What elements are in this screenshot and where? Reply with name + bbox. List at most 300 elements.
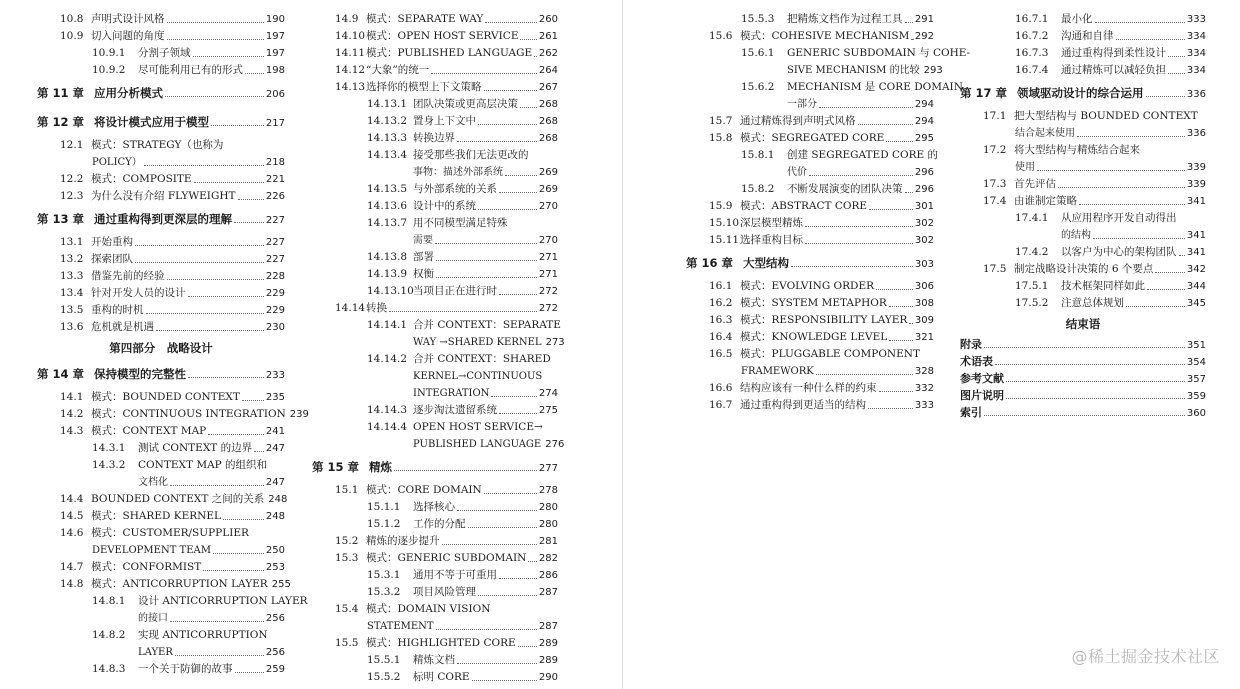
- dot-leader: [889, 306, 913, 307]
- toc-subsection-entry[interactable]: [312, 419, 558, 436]
- entry-title: 部署: [413, 251, 434, 263]
- toc-chapter-entry[interactable]: [960, 79, 1206, 108]
- toc-subsection-entry[interactable]: [312, 130, 558, 147]
- entry-number: 15.6.2: [741, 81, 775, 93]
- page-number: 260: [538, 14, 558, 25]
- toc-subsection-entry-continued[interactable]: [960, 227, 1206, 244]
- dot-leader: [484, 90, 537, 91]
- entry-number: 15.8.1: [741, 149, 775, 161]
- page-number: 274: [538, 388, 558, 399]
- page-number: 221: [265, 174, 285, 185]
- entry-title: 模式：PUBLISHED LANGUAGE: [366, 47, 533, 59]
- page-number: 233: [265, 370, 285, 381]
- entry-title: 图片说明: [960, 389, 1004, 402]
- toc-section-entry-continued[interactable]: [37, 154, 285, 171]
- toc-section-entry[interactable]: [686, 397, 934, 414]
- page-number: 262: [538, 48, 558, 59]
- entry-number: 13.6: [60, 321, 84, 333]
- toc-section-entry[interactable]: [686, 28, 934, 45]
- toc-subsection-entry[interactable]: [960, 62, 1206, 79]
- entry-title: 权衡: [413, 268, 434, 280]
- entry-title: 模式：COHESIVE MECHANISM: [740, 30, 910, 42]
- dot-leader: [484, 493, 537, 494]
- entry-title: 结束语: [1065, 317, 1101, 331]
- entry-number: 14.8.2: [92, 629, 126, 641]
- page-number: 290: [538, 672, 558, 683]
- entry-title: 用不同模型满足特殊: [413, 217, 508, 229]
- entry-number: 14.12: [335, 64, 366, 76]
- toc-section-entry[interactable]: [37, 559, 285, 576]
- entry-title: 模式：RESPONSIBILITY LAYER: [740, 314, 908, 326]
- page-number: 341: [1186, 230, 1206, 241]
- page-number: 333: [1186, 14, 1206, 25]
- toc-section-entry[interactable]: [312, 550, 558, 567]
- toc-section-entry[interactable]: [312, 62, 558, 79]
- toc-section-entry[interactable]: [37, 28, 285, 45]
- entry-title: 接受那些我们无法更改的: [413, 149, 529, 161]
- entry-number: 16.7.1: [1015, 13, 1049, 25]
- page-number: 302: [914, 235, 934, 246]
- entry-title: 测试 CONTEXT 的边界: [138, 442, 253, 454]
- toc-subsection-entry[interactable]: [960, 244, 1206, 261]
- toc-backmatter-entry[interactable]: [960, 353, 1206, 370]
- toc-section-entry[interactable]: [686, 312, 934, 329]
- entry-title: 针对开发人员的设计: [91, 287, 186, 299]
- entry-number: 12.1: [60, 139, 84, 151]
- page-number: 229: [265, 288, 285, 299]
- toc-subsection-entry[interactable]: [37, 627, 285, 644]
- page-number: 230: [265, 322, 285, 333]
- dot-leader: [135, 262, 264, 263]
- toc-subsection-entry[interactable]: [312, 669, 558, 686]
- page-number: 280: [538, 502, 558, 513]
- entry-number: 14.13.4: [367, 149, 408, 161]
- page-spread-divider: [622, 0, 623, 689]
- toc-subsection-entry[interactable]: [686, 147, 939, 164]
- toc-chapter-entry[interactable]: [37, 108, 285, 137]
- toc-section-entry[interactable]: [960, 176, 1206, 193]
- entry-title: 大型结构: [743, 256, 789, 270]
- page-number: 198: [265, 65, 285, 76]
- page-number: 334: [1186, 48, 1206, 59]
- toc-subsection-entry-continued[interactable]: [686, 96, 934, 113]
- toc-section-entry[interactable]: [960, 108, 1206, 125]
- entry-number: 15.1.1: [367, 501, 401, 513]
- toc-section-entry[interactable]: [37, 508, 285, 525]
- entry-title: “大象”的统一: [366, 64, 430, 76]
- toc-subsection-entry[interactable]: [312, 113, 558, 130]
- toc-section-entry[interactable]: [686, 295, 934, 312]
- toc-section-entry[interactable]: [37, 171, 285, 188]
- entry-number: 15.11: [709, 234, 740, 246]
- page-number: 302: [914, 218, 934, 229]
- toc-section-entry[interactable]: [312, 11, 558, 28]
- toc-subsection-entry[interactable]: [960, 278, 1206, 295]
- dot-leader: [1147, 289, 1185, 290]
- toc-subsection-entry[interactable]: [312, 147, 558, 164]
- entry-title: 精炼文档: [413, 654, 455, 666]
- dot-leader: [193, 56, 264, 57]
- toc-subsection-entry[interactable]: [686, 45, 971, 62]
- toc-subsection-entry[interactable]: [312, 198, 558, 215]
- page-number: 227: [265, 215, 285, 226]
- toc-subsection-entry-continued[interactable]: [312, 368, 558, 385]
- dot-leader: [188, 377, 264, 378]
- toc-part-heading[interactable]: [960, 312, 1206, 336]
- toc-subsection-entry[interactable]: [312, 266, 558, 283]
- toc-section-entry[interactable]: [312, 635, 558, 652]
- dot-leader: [203, 570, 264, 571]
- toc-subsection-entry[interactable]: [312, 283, 558, 300]
- dot-leader: [809, 175, 913, 176]
- toc-subsection-entry[interactable]: [312, 516, 558, 533]
- toc-subsection-entry-continued[interactable]: [37, 474, 285, 491]
- toc-section-entry[interactable]: [37, 11, 285, 28]
- toc-section-entry[interactable]: [37, 576, 291, 593]
- dot-leader: [223, 519, 264, 520]
- dot-leader: [1079, 204, 1185, 205]
- toc-section-entry[interactable]: [960, 193, 1206, 210]
- page-number: 270: [538, 201, 558, 212]
- page-number: 296: [914, 167, 934, 178]
- dot-leader: [235, 672, 264, 673]
- page-number: 301: [914, 201, 934, 212]
- dot-leader: [435, 243, 537, 244]
- dot-leader: [156, 330, 264, 331]
- entry-number: 15.1.2: [367, 518, 401, 530]
- entry-title: 设计 ANTICORRUPTION LAYER: [138, 595, 308, 607]
- entry-title: 逐步淘汰遗留系统: [413, 404, 497, 416]
- toc-section-entry[interactable]: [37, 491, 288, 508]
- entry-title: 选择重构目标: [740, 234, 803, 246]
- entry-title: SIVE MECHANISM 的比较: [787, 65, 920, 76]
- toc-section-entry[interactable]: [960, 142, 1206, 159]
- toc-subsection-entry[interactable]: [960, 210, 1206, 227]
- toc-backmatter-entry[interactable]: [960, 404, 1206, 421]
- dot-leader: [499, 578, 537, 579]
- entry-title: 模式：SEPARATE WAY: [366, 13, 484, 25]
- entry-number: 14.4: [60, 493, 84, 505]
- toc-subsection-entry-continued[interactable]: [37, 610, 285, 627]
- entry-number: 17.5.1: [1015, 280, 1049, 292]
- toc-subsection-entry[interactable]: [37, 45, 285, 62]
- entry-title: 创建 SEGREGATED CORE 的: [787, 149, 939, 161]
- page-number: 247: [265, 443, 285, 454]
- toc-subsection-entry[interactable]: [312, 317, 561, 334]
- page-number: 261: [538, 31, 558, 42]
- page-number: 287: [538, 587, 558, 598]
- toc-section-entry[interactable]: [960, 261, 1206, 278]
- toc-chapter-entry[interactable]: [686, 249, 934, 278]
- toc-subsection-entry[interactable]: [312, 215, 558, 232]
- toc-section-entry[interactable]: [37, 234, 285, 251]
- entry-number: 14.14.2: [367, 353, 408, 365]
- dot-leader: [1168, 73, 1185, 74]
- page-number: 197: [265, 31, 285, 42]
- dot-leader: [144, 165, 264, 166]
- toc-subsection-entry[interactable]: [960, 28, 1206, 45]
- toc-section-entry-continued[interactable]: [37, 542, 285, 559]
- page-number: 206: [265, 89, 285, 100]
- toc-section-entry[interactable]: [686, 232, 934, 249]
- toc-subsection-entry[interactable]: [37, 62, 285, 79]
- entry-title: 通过重构得到更深层的理解: [94, 212, 232, 226]
- page-number: 339: [1186, 162, 1206, 173]
- entry-title: 一部分: [787, 99, 817, 110]
- toc-section-entry[interactable]: [312, 482, 558, 499]
- entry-number: 16.3: [709, 314, 733, 326]
- toc-section-entry[interactable]: [37, 188, 285, 205]
- toc-subsection-entry[interactable]: [312, 652, 558, 669]
- dot-leader: [485, 22, 537, 23]
- entry-title: 的结构: [1061, 230, 1091, 241]
- toc-subsection-entry-continued[interactable]: [312, 385, 558, 402]
- entry-title: 将大型结构与精炼结合起来: [1014, 144, 1140, 156]
- toc-section-entry-continued[interactable]: [960, 125, 1206, 142]
- page-number: 289: [538, 638, 558, 649]
- toc-subsection-entry[interactable]: [37, 440, 285, 457]
- toc-chapter-entry[interactable]: [37, 360, 285, 389]
- toc-section-entry[interactable]: [312, 28, 558, 45]
- toc-section-entry[interactable]: [37, 389, 285, 406]
- entry-number: 16.7: [709, 399, 733, 411]
- dot-leader: [431, 73, 537, 74]
- entry-title: 从应用程序开发自动得出: [1061, 212, 1177, 224]
- toc-subsection-entry[interactable]: [312, 567, 558, 584]
- entry-title: 模式：ABSTRACT CORE: [740, 200, 868, 212]
- toc-section-entry[interactable]: [686, 278, 934, 295]
- entry-title: 精炼: [369, 460, 392, 474]
- toc-subsection-entry-continued[interactable]: [37, 644, 285, 661]
- entry-title: 最小化: [1061, 13, 1093, 25]
- toc-section-entry-continued[interactable]: [686, 363, 934, 380]
- entry-title: 模式：OPEN HOST SERVICE: [366, 30, 519, 42]
- entry-number: 15.4: [335, 603, 359, 615]
- toc-subsection-entry-continued[interactable]: [312, 436, 565, 453]
- toc-subsection-entry-continued[interactable]: [312, 164, 558, 181]
- toc-section-entry[interactable]: [37, 285, 285, 302]
- entry-number: 13.5: [60, 304, 84, 316]
- toc-chapter-entry[interactable]: [37, 205, 285, 234]
- page-number: 271: [538, 269, 558, 280]
- dot-leader: [984, 347, 1185, 348]
- toc-subsection-entry[interactable]: [37, 457, 285, 474]
- toc-subsection-entry-continued[interactable]: [686, 62, 943, 79]
- dot-leader: [805, 226, 913, 227]
- entry-title: 选择核心: [413, 501, 455, 513]
- toc-subsection-entry[interactable]: [312, 402, 558, 419]
- dot-leader: [478, 209, 537, 210]
- page-number: 227: [265, 254, 285, 265]
- entry-title: 通过重构得到更适当的结构: [740, 399, 866, 411]
- dot-leader: [819, 107, 913, 108]
- entry-title: FRAMEWORK: [741, 366, 814, 377]
- toc-section-entry[interactable]: [686, 198, 934, 215]
- toc-chapter-entry[interactable]: [312, 453, 558, 482]
- toc-subsection-entry[interactable]: [312, 249, 558, 266]
- watermark: @稀土掘金技术社区: [1071, 647, 1220, 666]
- page-number: 286: [538, 570, 558, 581]
- entry-title: 声明式设计风格: [91, 13, 165, 25]
- entry-title: 工作的分配: [413, 518, 466, 530]
- toc-subsection-entry[interactable]: [37, 593, 308, 610]
- entry-title: 探索团队: [91, 253, 133, 265]
- entry-title: 实现 ANTICORRUPTION: [138, 629, 268, 641]
- toc-backmatter-entry[interactable]: [960, 370, 1206, 387]
- entry-title: 模式：KNOWLEDGE LEVEL: [740, 331, 888, 343]
- page-number: 253: [265, 562, 285, 573]
- entry-title: 切入问题的角度: [91, 30, 165, 42]
- page-number: 228: [265, 271, 285, 282]
- entry-title: 精炼的逐步提升: [366, 535, 440, 547]
- dot-leader: [254, 451, 264, 452]
- entry-number: 14.3.1: [92, 442, 126, 454]
- toc-section-entry[interactable]: [686, 380, 934, 397]
- page-number: 351: [1186, 340, 1206, 351]
- page-number: 235: [265, 392, 285, 403]
- dot-leader: [213, 553, 264, 554]
- dot-leader: [1116, 39, 1185, 40]
- toc-section-entry[interactable]: [312, 533, 558, 550]
- toc-subsection-entry[interactable]: [312, 584, 558, 601]
- toc-subsection-entry[interactable]: [960, 45, 1206, 62]
- toc-subsection-entry[interactable]: [960, 11, 1206, 28]
- toc-section-entry[interactable]: [312, 300, 558, 317]
- toc-subsection-entry[interactable]: [686, 181, 934, 198]
- dot-leader: [909, 323, 913, 324]
- dot-leader: [528, 561, 537, 562]
- toc-subsection-entry[interactable]: [312, 351, 558, 368]
- toc-section-entry[interactable]: [312, 79, 558, 96]
- toc-section-entry[interactable]: [37, 525, 285, 542]
- page-number: 218: [265, 157, 285, 168]
- page-number: 345: [1186, 298, 1206, 309]
- entry-number: 第 13 章: [37, 212, 85, 226]
- entry-number: 16.7.4: [1015, 64, 1049, 76]
- entry-title: 与外部系统的关系: [413, 183, 497, 195]
- entry-title: 当项目正在进行时: [413, 285, 497, 297]
- page-number: 227: [265, 237, 285, 248]
- dot-leader: [520, 107, 537, 108]
- page-number: 336: [1186, 89, 1206, 100]
- toc-subsection-entry[interactable]: [312, 96, 558, 113]
- entry-number: 14.11: [335, 47, 366, 59]
- dot-leader: [984, 415, 1185, 416]
- toc-backmatter-entry[interactable]: [960, 336, 1206, 353]
- page-number: 270: [538, 235, 558, 246]
- entry-title: 尽可能利用已有的形式: [138, 64, 243, 76]
- toc-section-entry[interactable]: [37, 268, 285, 285]
- toc-column-2: [312, 11, 565, 686]
- entry-number: 14.10: [335, 30, 366, 42]
- toc-subsection-entry-continued[interactable]: [686, 164, 934, 181]
- entry-title: 转换: [366, 302, 387, 314]
- entry-title: 模式：BOUNDED CONTEXT: [91, 391, 240, 403]
- dot-leader: [457, 663, 537, 664]
- toc-subsection-entry[interactable]: [312, 499, 558, 516]
- dot-leader: [876, 289, 913, 290]
- toc-section-entry-continued[interactable]: [960, 159, 1206, 176]
- entry-title: 文档化: [138, 477, 168, 488]
- toc-subsection-entry[interactable]: [686, 79, 963, 96]
- toc-subsection-entry-continued[interactable]: [312, 232, 558, 249]
- dot-leader: [869, 209, 913, 210]
- dot-leader: [911, 39, 913, 40]
- entry-number: 14.13: [335, 81, 366, 93]
- toc-section-entry[interactable]: [37, 319, 285, 336]
- toc-section-entry[interactable]: [686, 130, 934, 147]
- entry-number: 15.5.1: [367, 654, 401, 666]
- toc-section-entry[interactable]: [37, 302, 285, 319]
- toc-section-entry[interactable]: [686, 215, 934, 232]
- toc-part-heading[interactable]: [37, 336, 285, 360]
- toc-section-entry[interactable]: [312, 601, 558, 618]
- page-number: 339: [1186, 179, 1206, 190]
- page-number: 268: [538, 133, 558, 144]
- entry-number: 14.14.3: [367, 404, 408, 416]
- toc-section-entry[interactable]: [686, 329, 934, 346]
- entry-number: 16.1: [709, 280, 733, 292]
- entry-title: 不断发展演变的团队决策: [787, 183, 903, 195]
- toc-section-entry[interactable]: [37, 406, 309, 423]
- toc-subsection-entry[interactable]: [686, 11, 934, 28]
- dot-leader: [194, 182, 264, 183]
- page-number: 295: [914, 133, 934, 144]
- page-number: 241: [265, 426, 285, 437]
- dot-leader: [436, 277, 537, 278]
- toc-subsection-entry[interactable]: [960, 295, 1206, 312]
- entry-number: 第 16 章: [686, 256, 734, 270]
- toc-subsection-entry[interactable]: [312, 181, 558, 198]
- toc-section-entry[interactable]: [37, 251, 285, 268]
- entry-number: 10.9.2: [92, 64, 126, 76]
- dot-leader: [534, 56, 537, 57]
- entry-number: 13.3: [60, 270, 84, 282]
- entry-number: 14.5: [60, 510, 84, 522]
- dot-leader: [499, 192, 537, 193]
- entry-title: PUBLISHED LANGUAGE: [413, 439, 542, 450]
- toc-section-entry[interactable]: [312, 45, 558, 62]
- page-number: 247: [265, 477, 285, 488]
- toc-section-entry[interactable]: [686, 346, 934, 363]
- toc-backmatter-entry[interactable]: [960, 387, 1206, 404]
- toc-section-entry[interactable]: [37, 137, 285, 154]
- entry-title: 危机就是机遇: [91, 321, 154, 333]
- entry-number: 15.1: [335, 484, 359, 496]
- entry-number: 14.7: [60, 561, 84, 573]
- dot-leader: [518, 646, 537, 647]
- toc-chapter-entry[interactable]: [37, 79, 285, 108]
- toc-subsection-entry[interactable]: [37, 661, 285, 678]
- toc-section-entry[interactable]: [37, 423, 285, 440]
- page-number: 293: [923, 65, 943, 76]
- entry-number: 15.6.1: [741, 47, 775, 59]
- entry-number: 15.8: [709, 132, 733, 144]
- entry-title: INTEGRATION: [413, 388, 490, 399]
- entry-number: 14.8: [60, 578, 84, 590]
- page-number: 296: [914, 184, 934, 195]
- entry-title: 合并 CONTEXT：SHARED: [413, 353, 551, 365]
- entry-title: 为什么没有介绍 FLYWEIGHT: [91, 190, 236, 202]
- toc-section-entry-continued[interactable]: [312, 618, 558, 635]
- entry-number: 14.13.6: [367, 200, 408, 212]
- toc-subsection-entry-continued[interactable]: [312, 334, 565, 351]
- entry-title: 模式：PLUGGABLE COMPONENT: [740, 348, 920, 360]
- entry-number: 14.13.8: [367, 251, 408, 263]
- toc-section-entry[interactable]: [686, 113, 934, 130]
- entry-title: 代价: [787, 167, 807, 178]
- entry-number: 14.13.10: [367, 285, 414, 297]
